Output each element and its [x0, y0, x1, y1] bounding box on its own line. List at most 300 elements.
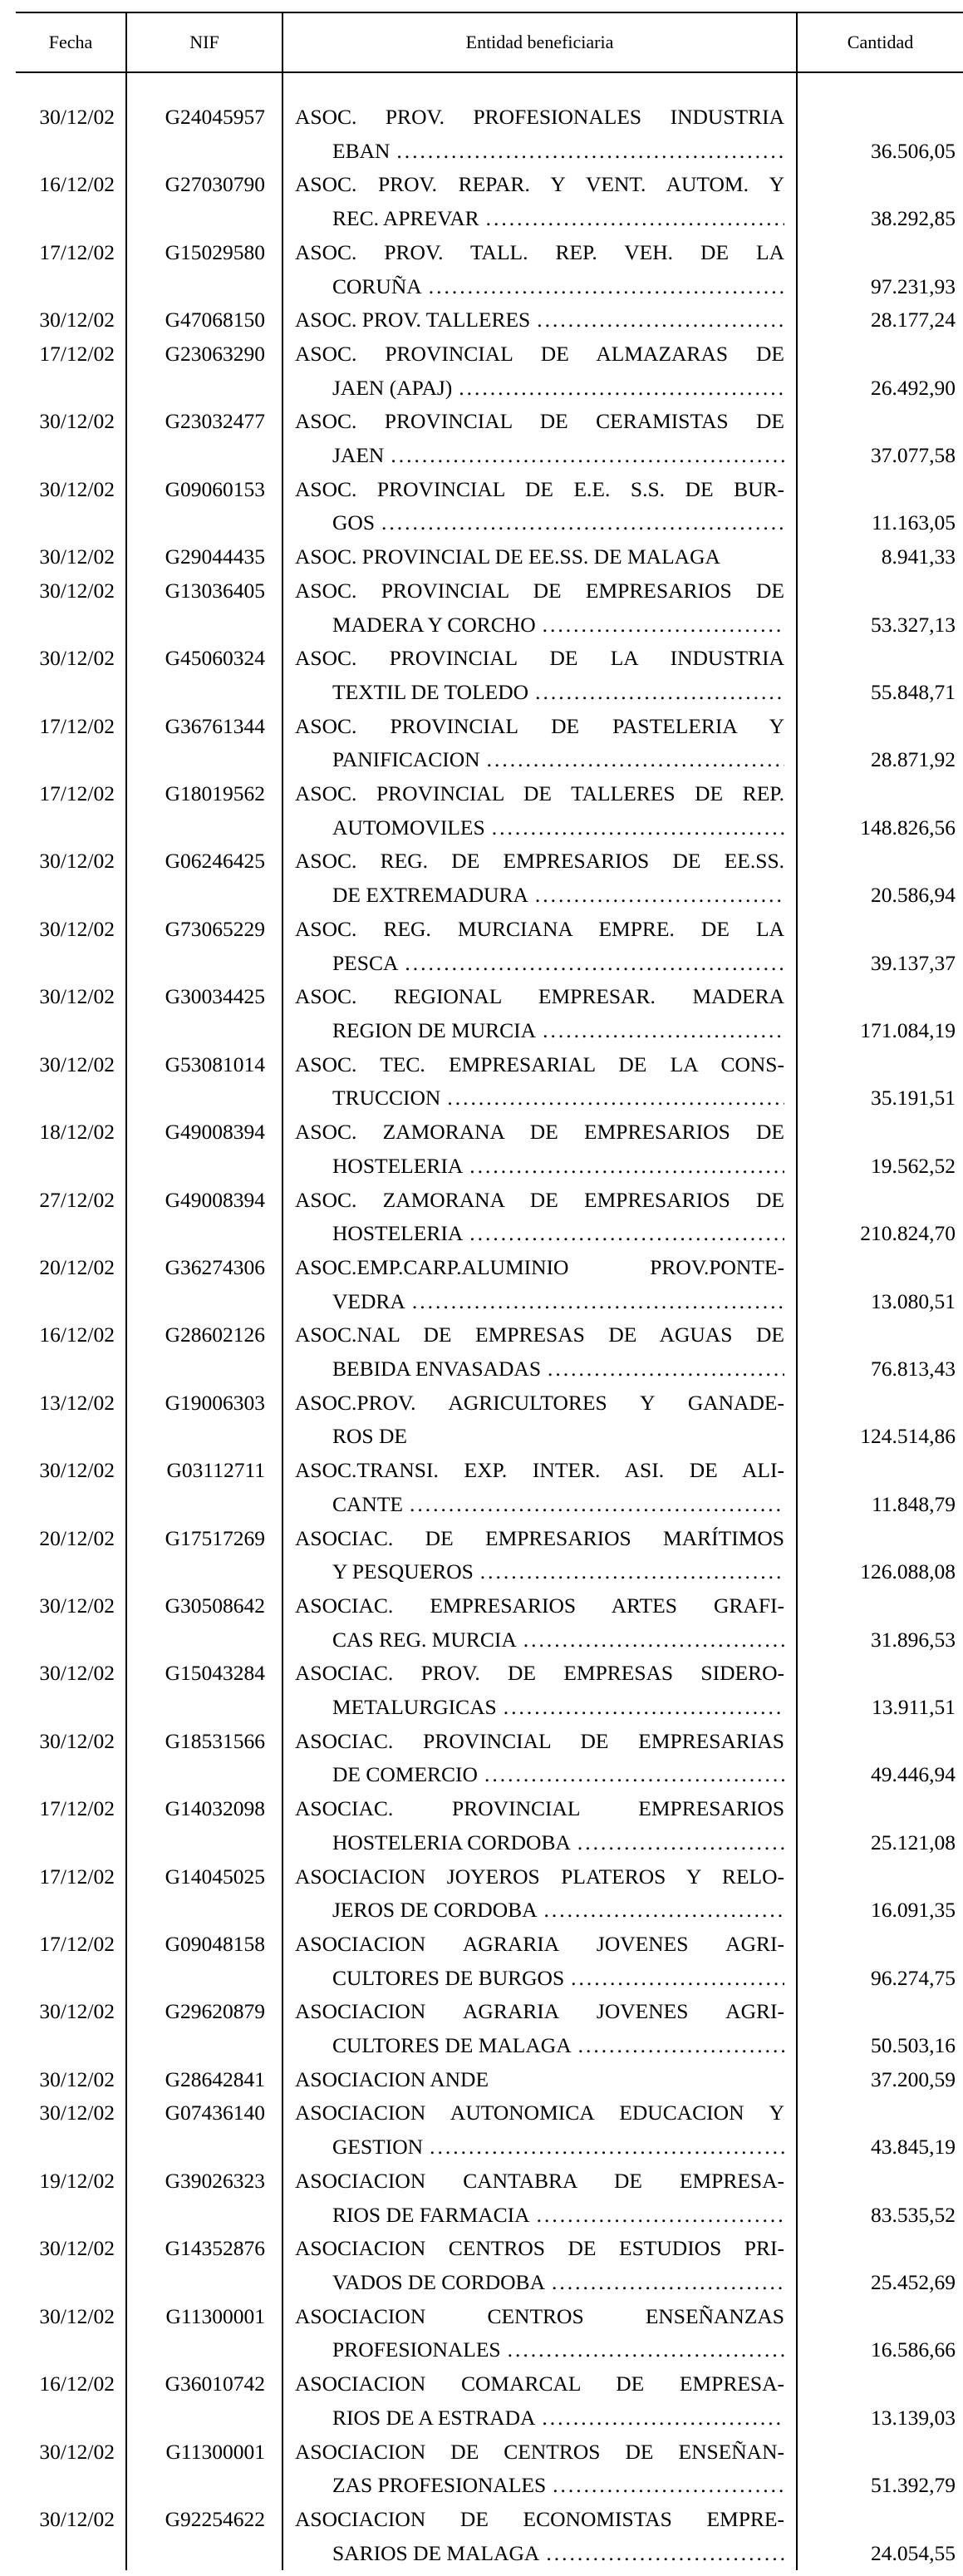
row-nif: G07436140 — [126, 2096, 283, 2164]
table-row — [16, 2063, 963, 2097]
row-amount: 39.137,37 — [871, 950, 956, 975]
leader-dots — [552, 2266, 784, 2300]
row-amount: 43.845,19 — [871, 2135, 956, 2160]
row-entity — [283, 845, 797, 912]
row-entity — [283, 913, 797, 980]
row-entity — [283, 2367, 797, 2435]
leader-dots — [447, 1081, 784, 1116]
row-entity — [283, 1116, 797, 1183]
row-amount: 19.562,52 — [871, 1153, 956, 1178]
row-date: 30/12/02 — [16, 1995, 126, 2062]
row-nif: G24045957 — [126, 101, 283, 168]
entity-line: ASOCIACION ANDE — [295, 2066, 489, 2091]
entity-line: ASOC. PROVINCIAL DE ALMAZARAS DE — [295, 341, 784, 366]
table-row — [16, 980, 963, 1047]
table-row — [16, 2300, 963, 2367]
row-date: 17/12/02 — [16, 236, 126, 303]
row-amount: 11.848,79 — [871, 1491, 956, 1516]
entity-line: ASOC. PROV. TALLERES — [295, 308, 531, 332]
entity-line: ASOCIAC. EMPRESARIOS ARTES GRAFI- — [295, 1593, 784, 1618]
row-date: 13/12/02 — [16, 1387, 126, 1454]
leader-dots — [578, 2029, 784, 2063]
entity-line-continuation: CULTORES DE BURGOS — [332, 1965, 565, 1990]
entity-line: ASOC.TRANSI. EXP. INTER. ASI. DE ALI- — [295, 1458, 784, 1483]
entity-line-continuation: CULTORES DE MALAGA — [332, 2033, 572, 2058]
row-amount: 13.080,51 — [871, 1288, 956, 1313]
entity-line-continuation: HOSTELERIA — [332, 1153, 464, 1178]
table-row — [16, 2165, 963, 2232]
entity-line: ASOCIACION AGRARIA JOVENES AGRI- — [295, 1999, 784, 2024]
leader-dots — [459, 372, 784, 406]
entity-line-continuation: DE EXTREMADURA — [332, 883, 528, 908]
row-entity — [283, 1454, 797, 1521]
row-entity — [283, 2165, 797, 2232]
entity-line-continuation: RIOS DE A ESTRADA — [332, 2405, 536, 2430]
entity-line-continuation: CANTE — [332, 1491, 403, 1516]
row-nif: G30508642 — [126, 1589, 283, 1657]
entity-line: ASOC. PROV. TALL. REP. VEH. DE LA — [295, 239, 784, 264]
leader-dots — [430, 2130, 784, 2165]
table-row — [16, 1725, 963, 1792]
row-entity — [283, 473, 797, 540]
entity-line: ASOCIACION CENTROS DE ESTUDIOS PRI- — [295, 2236, 784, 2261]
row-date: 30/12/02 — [16, 303, 126, 337]
row-date: 30/12/02 — [16, 574, 126, 642]
entity-line: ASOC. PROVINCIAL DE CERAMISTAS DE — [295, 409, 784, 434]
row-nif: G36274306 — [126, 1251, 283, 1318]
leader-dots — [469, 1150, 784, 1184]
row-date: 30/12/02 — [16, 540, 126, 574]
entity-line: ASOC. PROVINCIAL DE EE.SS. DE MALAGA — [295, 544, 720, 569]
leader-dots — [492, 811, 784, 845]
leader-dots — [535, 676, 784, 710]
row-entity — [283, 337, 797, 405]
row-date: 20/12/02 — [16, 1522, 126, 1589]
row-nif: G14352876 — [126, 2232, 283, 2299]
entity-line-continuation: METALURGICAS — [332, 1695, 497, 1720]
row-amount: 11.163,05 — [871, 510, 956, 535]
row-date: 30/12/02 — [16, 1725, 126, 1792]
entity-line-continuation: JAEN — [332, 443, 385, 468]
row-entity — [283, 540, 797, 574]
row-nif: G23063290 — [126, 337, 283, 405]
entity-line: ASOCIAC. PROVINCIAL EMPRESARIOS — [295, 1796, 784, 1821]
row-entity — [283, 236, 797, 303]
row-amount: 50.503,16 — [871, 2033, 956, 2058]
row-amount: 26.492,90 — [871, 375, 956, 400]
row-date: 30/12/02 — [16, 473, 126, 540]
row-date: 30/12/02 — [16, 101, 126, 168]
row-date: 30/12/02 — [16, 2436, 126, 2503]
entity-line-continuation: AUTOMOVILES — [332, 815, 485, 840]
entity-line: ASOC. PROVINCIAL DE E.E. S.S. DE BUR- — [295, 476, 784, 501]
row-nif: G09048158 — [126, 1928, 283, 1995]
leader-dots — [537, 303, 784, 337]
table-row — [16, 1792, 963, 1859]
entity-line: ASOC. PROV. PROFESIONALES INDUSTRIA — [295, 105, 784, 129]
row-amount: 210.824,70 — [860, 1221, 956, 1246]
entity-line: ASOC. PROVINCIAL DE PASTELERIA Y — [295, 713, 784, 738]
row-nif: G15029580 — [126, 236, 283, 303]
entity-line: ASOC.EMP.CARP.ALUMINIO PROV.PONTE- — [295, 1254, 784, 1279]
row-date: 30/12/02 — [16, 2232, 126, 2299]
entity-line-continuation: HOSTELERIA — [332, 1221, 464, 1246]
row-nif: G18531566 — [126, 1725, 283, 1792]
table-row — [16, 473, 963, 540]
row-date: 27/12/02 — [16, 1184, 126, 1251]
row-entity — [283, 1387, 797, 1454]
table-row — [16, 1048, 963, 1116]
entity-line-continuation: PROFESIONALES — [332, 2337, 501, 2362]
entity-line: ASOCIAC. PROVINCIAL DE EMPRESARIAS — [295, 1728, 784, 1753]
entity-line-continuation: CAS REG. MURCIA — [332, 1627, 517, 1652]
entity-line-continuation: REGION DE MURCIA — [332, 1017, 537, 1042]
document-page — [16, 12, 963, 2570]
leader-dots — [542, 2401, 784, 2436]
entity-line: ASOC. TEC. EMPRESARIAL DE LA CONS- — [295, 1052, 784, 1076]
row-amount: 51.392,79 — [871, 2473, 956, 2498]
row-amount: 28.177,24 — [871, 308, 956, 332]
row-entity — [283, 405, 797, 472]
table-row — [16, 101, 963, 168]
entity-line: ASOC.NAL DE EMPRESAS DE AGUAS DE — [295, 1322, 784, 1347]
row-entity — [283, 1184, 797, 1251]
table-row — [16, 574, 963, 642]
row-nif: G29044435 — [126, 540, 283, 574]
row-entity — [283, 1792, 797, 1859]
entity-line-continuation: GESTION — [332, 2135, 424, 2160]
row-amount: 25.121,08 — [871, 1830, 956, 1854]
row-nif: G14032098 — [126, 1792, 283, 1859]
entity-line: ASOC. PROV. REPAR. Y VENT. AUTOM. Y — [295, 172, 784, 197]
leader-dots — [486, 202, 784, 236]
header-spacer — [16, 72, 963, 101]
leader-dots — [469, 1217, 784, 1251]
row-nif: G15043284 — [126, 1657, 283, 1724]
row-date: 17/12/02 — [16, 337, 126, 405]
row-amount: 13.139,03 — [871, 2405, 956, 2430]
row-amount: 53.327,13 — [871, 612, 956, 637]
leader-dots — [429, 270, 784, 304]
row-nif: G17517269 — [126, 1522, 283, 1589]
row-nif: G23032477 — [126, 405, 283, 472]
table-row — [16, 540, 963, 574]
row-amount: 171.084,19 — [860, 1017, 956, 1042]
table-row — [16, 236, 963, 303]
row-date: 30/12/02 — [16, 980, 126, 1047]
entity-line-continuation: Y PESQUEROS — [332, 1559, 474, 1584]
row-amount: 16.586,66 — [871, 2337, 956, 2362]
entity-line-continuation: EBAN — [332, 138, 391, 163]
entity-line-continuation: ROS DE — [332, 1424, 407, 1449]
entity-line: ASOCIACION JOYEROS PLATEROS Y RELO- — [295, 1864, 784, 1889]
row-entity — [283, 1589, 797, 1657]
entity-line: ASOC. ZAMORANA DE EMPRESARIOS DE — [295, 1187, 784, 1212]
table-row — [16, 337, 963, 405]
table-row — [16, 1928, 963, 1995]
leader-dots — [405, 947, 784, 981]
row-date: 16/12/02 — [16, 1318, 126, 1386]
row-nif: G30034425 — [126, 980, 283, 1047]
leader-dots — [484, 1758, 784, 1792]
row-nif: G11300001 — [126, 2300, 283, 2367]
entity-line-continuation: PANIFICACION — [332, 747, 480, 772]
entity-line-continuation: DE COMERCIO — [332, 1762, 478, 1787]
entity-line: ASOC. ZAMORANA DE EMPRESARIOS DE — [295, 1120, 784, 1145]
row-entity — [283, 2503, 797, 2570]
entity-line-continuation: ZAS PROFESIONALES — [332, 2473, 547, 2498]
table-row — [16, 2436, 963, 2503]
entity-line: ASOCIACION DE CENTROS DE ENSEÑAN- — [295, 2439, 784, 2464]
entity-line: ASOCIACION DE ECONOMISTAS EMPRE- — [295, 2506, 784, 2531]
row-nif: G39026323 — [126, 2165, 283, 2232]
table-row — [16, 303, 963, 337]
entity-line-continuation: MADERA Y CORCHO — [332, 612, 536, 637]
row-nif: G11300001 — [126, 2436, 283, 2503]
row-amount: 37.200,59 — [871, 2066, 956, 2091]
entity-line-continuation: TEXTIL DE TOLEDO — [332, 679, 529, 704]
row-amount: 97.231,93 — [871, 273, 956, 298]
table-row — [16, 405, 963, 472]
row-amount: 24.054,55 — [871, 2540, 956, 2565]
row-date: 30/12/02 — [16, 1048, 126, 1116]
row-nif: G06246425 — [126, 845, 283, 912]
entity-line-continuation: REC. APREVAR — [332, 206, 479, 231]
row-entity — [283, 777, 797, 845]
row-entity — [283, 303, 797, 337]
row-amount: 28.871,92 — [871, 747, 956, 772]
row-entity — [283, 980, 797, 1047]
row-entity — [283, 168, 797, 235]
column-header-amount: Cantidad — [797, 12, 963, 72]
entity-line: ASOC.PROV. AGRICULTORES Y GANADE- — [295, 1390, 784, 1415]
row-amount: 76.813,43 — [871, 1357, 956, 1382]
row-date: 30/12/02 — [16, 845, 126, 912]
entity-line-continuation: TRUCCION — [332, 1086, 441, 1111]
row-nif: G53081014 — [126, 1048, 283, 1116]
entity-line-continuation: GOS — [332, 510, 376, 535]
row-amount: 20.586,94 — [871, 883, 956, 908]
table-row — [16, 1454, 963, 1521]
leader-dots — [410, 1488, 784, 1522]
entity-line: ASOC. PROVINCIAL DE TALLERES DE REP. — [295, 781, 784, 806]
table-row — [16, 1251, 963, 1318]
row-amount: 49.446,94 — [871, 1762, 956, 1787]
row-date: 17/12/02 — [16, 777, 126, 845]
leader-dots — [546, 2537, 784, 2571]
leader-dots — [508, 2333, 784, 2367]
entity-line: ASOCIACION CANTABRA DE EMPRESA- — [295, 2168, 784, 2193]
row-amount: 31.896,53 — [871, 1627, 956, 1652]
leader-dots — [571, 1962, 784, 1996]
row-nif: G14045025 — [126, 1860, 283, 1928]
row-amount: 38.292,85 — [871, 206, 956, 231]
row-date: 18/12/02 — [16, 1116, 126, 1183]
table-header — [16, 12, 963, 72]
table-row — [16, 2096, 963, 2164]
row-date: 30/12/02 — [16, 642, 126, 709]
entity-line-continuation: CORUÑA — [332, 273, 422, 298]
table-row — [16, 2232, 963, 2299]
table-row — [16, 642, 963, 709]
leader-dots — [396, 135, 784, 169]
entity-line-continuation: PESCA — [332, 950, 399, 975]
leader-dots — [535, 879, 784, 913]
table-row — [16, 1116, 963, 1183]
row-date: 30/12/02 — [16, 1454, 126, 1521]
leader-dots — [548, 1352, 784, 1387]
entity-line-continuation: JEROS DE CORDOBA — [332, 1898, 538, 1923]
row-nif: G36010742 — [126, 2367, 283, 2435]
row-entity — [283, 1928, 797, 1995]
row-entity — [283, 101, 797, 168]
leader-dots — [504, 1691, 784, 1725]
leader-dots — [537, 2199, 784, 2233]
row-entity — [283, 1048, 797, 1116]
row-date: 17/12/02 — [16, 1792, 126, 1859]
row-amount: 83.535,52 — [871, 2202, 956, 2227]
row-nif: G49008394 — [126, 1184, 283, 1251]
row-nif: G29620879 — [126, 1995, 283, 2062]
column-header-nif: NIF — [126, 12, 283, 72]
table-body — [16, 72, 963, 2570]
row-entity — [283, 574, 797, 642]
row-date: 20/12/02 — [16, 1251, 126, 1318]
row-date: 30/12/02 — [16, 2503, 126, 2570]
row-date: 17/12/02 — [16, 710, 126, 777]
row-date: 30/12/02 — [16, 1657, 126, 1724]
row-date: 17/12/02 — [16, 1860, 126, 1928]
entity-line-continuation: HOSTELERIA CORDOBA — [332, 1830, 571, 1854]
table-row — [16, 1387, 963, 1454]
entity-line-continuation: JAEN (APAJ) — [332, 375, 453, 400]
table-row — [16, 2367, 963, 2435]
row-date: 30/12/02 — [16, 913, 126, 980]
table-row — [16, 913, 963, 980]
row-entity — [283, 1657, 797, 1724]
entity-line: ASOC. PROVINCIAL DE LA INDUSTRIA — [295, 646, 784, 671]
row-nif: G09060153 — [126, 473, 283, 540]
row-date: 30/12/02 — [16, 2063, 126, 2097]
entity-line-continuation: BEBIDA ENVASADAS — [332, 1357, 542, 1382]
row-amount: 35.191,51 — [871, 1086, 956, 1111]
column-header-entity: Entidad beneficiaria — [283, 12, 797, 72]
entity-line: ASOCIAC. PROV. DE EMPRESAS SIDERO- — [295, 1661, 784, 1686]
row-entity — [283, 2096, 797, 2164]
row-date: 30/12/02 — [16, 1589, 126, 1657]
table-row — [16, 1589, 963, 1657]
row-amount: 25.452,69 — [871, 2270, 956, 2294]
row-entity — [283, 2436, 797, 2503]
row-nif: G92254622 — [126, 2503, 283, 2570]
leader-dots — [543, 1014, 784, 1048]
row-nif: G49008394 — [126, 1116, 283, 1183]
row-amount: 148.826,56 — [860, 815, 956, 840]
leader-dots — [553, 2469, 784, 2503]
row-nif: G47068150 — [126, 303, 283, 337]
row-amount: 124.514,86 — [860, 1424, 956, 1449]
row-amount: 126.088,08 — [860, 1559, 956, 1584]
row-entity — [283, 1995, 797, 2062]
row-nif: G36761344 — [126, 710, 283, 777]
leader-dots — [381, 506, 784, 540]
beneficiary-table — [16, 12, 963, 2570]
row-entity — [283, 642, 797, 709]
table-row — [16, 1995, 963, 2062]
leader-dots — [487, 743, 784, 777]
row-nif: G28602126 — [126, 1318, 283, 1386]
row-nif: G27030790 — [126, 168, 283, 235]
table-row — [16, 777, 963, 845]
leader-dots — [391, 439, 784, 473]
row-nif: G19006303 — [126, 1387, 283, 1454]
entity-line: ASOCIACION AGRARIA JOVENES AGRI- — [295, 1931, 784, 1956]
row-date: 30/12/02 — [16, 405, 126, 472]
entity-line: ASOC. REGIONAL EMPRESAR. MADERA — [295, 984, 784, 1009]
entity-line-continuation: SARIOS DE MALAGA — [332, 2540, 540, 2565]
row-entity — [283, 1860, 797, 1928]
table-row — [16, 1318, 963, 1386]
row-date: 16/12/02 — [16, 2367, 126, 2435]
row-amount: 8.941,33 — [881, 544, 956, 569]
row-nif: G45060324 — [126, 642, 283, 709]
row-amount: 16.091,35 — [871, 1898, 956, 1923]
table-row — [16, 1184, 963, 1251]
table-row — [16, 710, 963, 777]
row-nif: G18019562 — [126, 777, 283, 845]
row-date: 30/12/02 — [16, 2300, 126, 2367]
row-entity — [283, 2063, 797, 2097]
table-row — [16, 1860, 963, 1928]
row-date: 30/12/02 — [16, 2096, 126, 2164]
entity-line: ASOCIACION COMARCAL DE EMPRESA- — [295, 2372, 784, 2396]
row-date: 16/12/02 — [16, 168, 126, 235]
row-nif: G73065229 — [126, 913, 283, 980]
leader-dots — [523, 1623, 784, 1657]
row-entity — [283, 2300, 797, 2367]
table-row — [16, 1522, 963, 1589]
leader-dots — [544, 1894, 784, 1928]
leader-dots — [412, 1285, 784, 1319]
row-amount: 96.274,75 — [871, 1965, 956, 1990]
entity-line: ASOC. PROVINCIAL DE EMPRESARIOS DE — [295, 578, 784, 603]
entity-line: ASOC. REG. MURCIANA EMPRE. DE LA — [295, 916, 784, 941]
column-header-date: Fecha — [16, 12, 126, 72]
leader-dots — [577, 1826, 784, 1860]
row-nif: G13036405 — [126, 574, 283, 642]
entity-line: ASOC. REG. DE EMPRESARIOS DE EE.SS. — [295, 849, 784, 874]
table-row — [16, 168, 963, 235]
row-entity — [283, 1522, 797, 1589]
table-row — [16, 1657, 963, 1724]
row-nif: G03112711 — [126, 1454, 283, 1521]
leader-dots — [543, 608, 784, 643]
row-entity — [283, 710, 797, 777]
entity-line-continuation: VEDRA — [332, 1288, 405, 1313]
row-amount: 36.506,05 — [871, 138, 956, 163]
leader-dots — [480, 1555, 784, 1589]
row-entity — [283, 1725, 797, 1792]
row-nif: G28642841 — [126, 2063, 283, 2097]
entity-line: ASOCIAC. DE EMPRESARIOS MARÍTIMOS — [295, 1525, 784, 1550]
row-amount: 13.911,51 — [871, 1695, 956, 1720]
entity-line-continuation: VADOS DE CORDOBA — [332, 2270, 545, 2294]
entity-line: ASOCIACION CENTROS ENSEÑANZAS — [295, 2303, 784, 2328]
row-amount: 55.848,71 — [871, 679, 956, 704]
row-date: 19/12/02 — [16, 2165, 126, 2232]
table-row — [16, 845, 963, 912]
row-entity — [283, 2232, 797, 2299]
